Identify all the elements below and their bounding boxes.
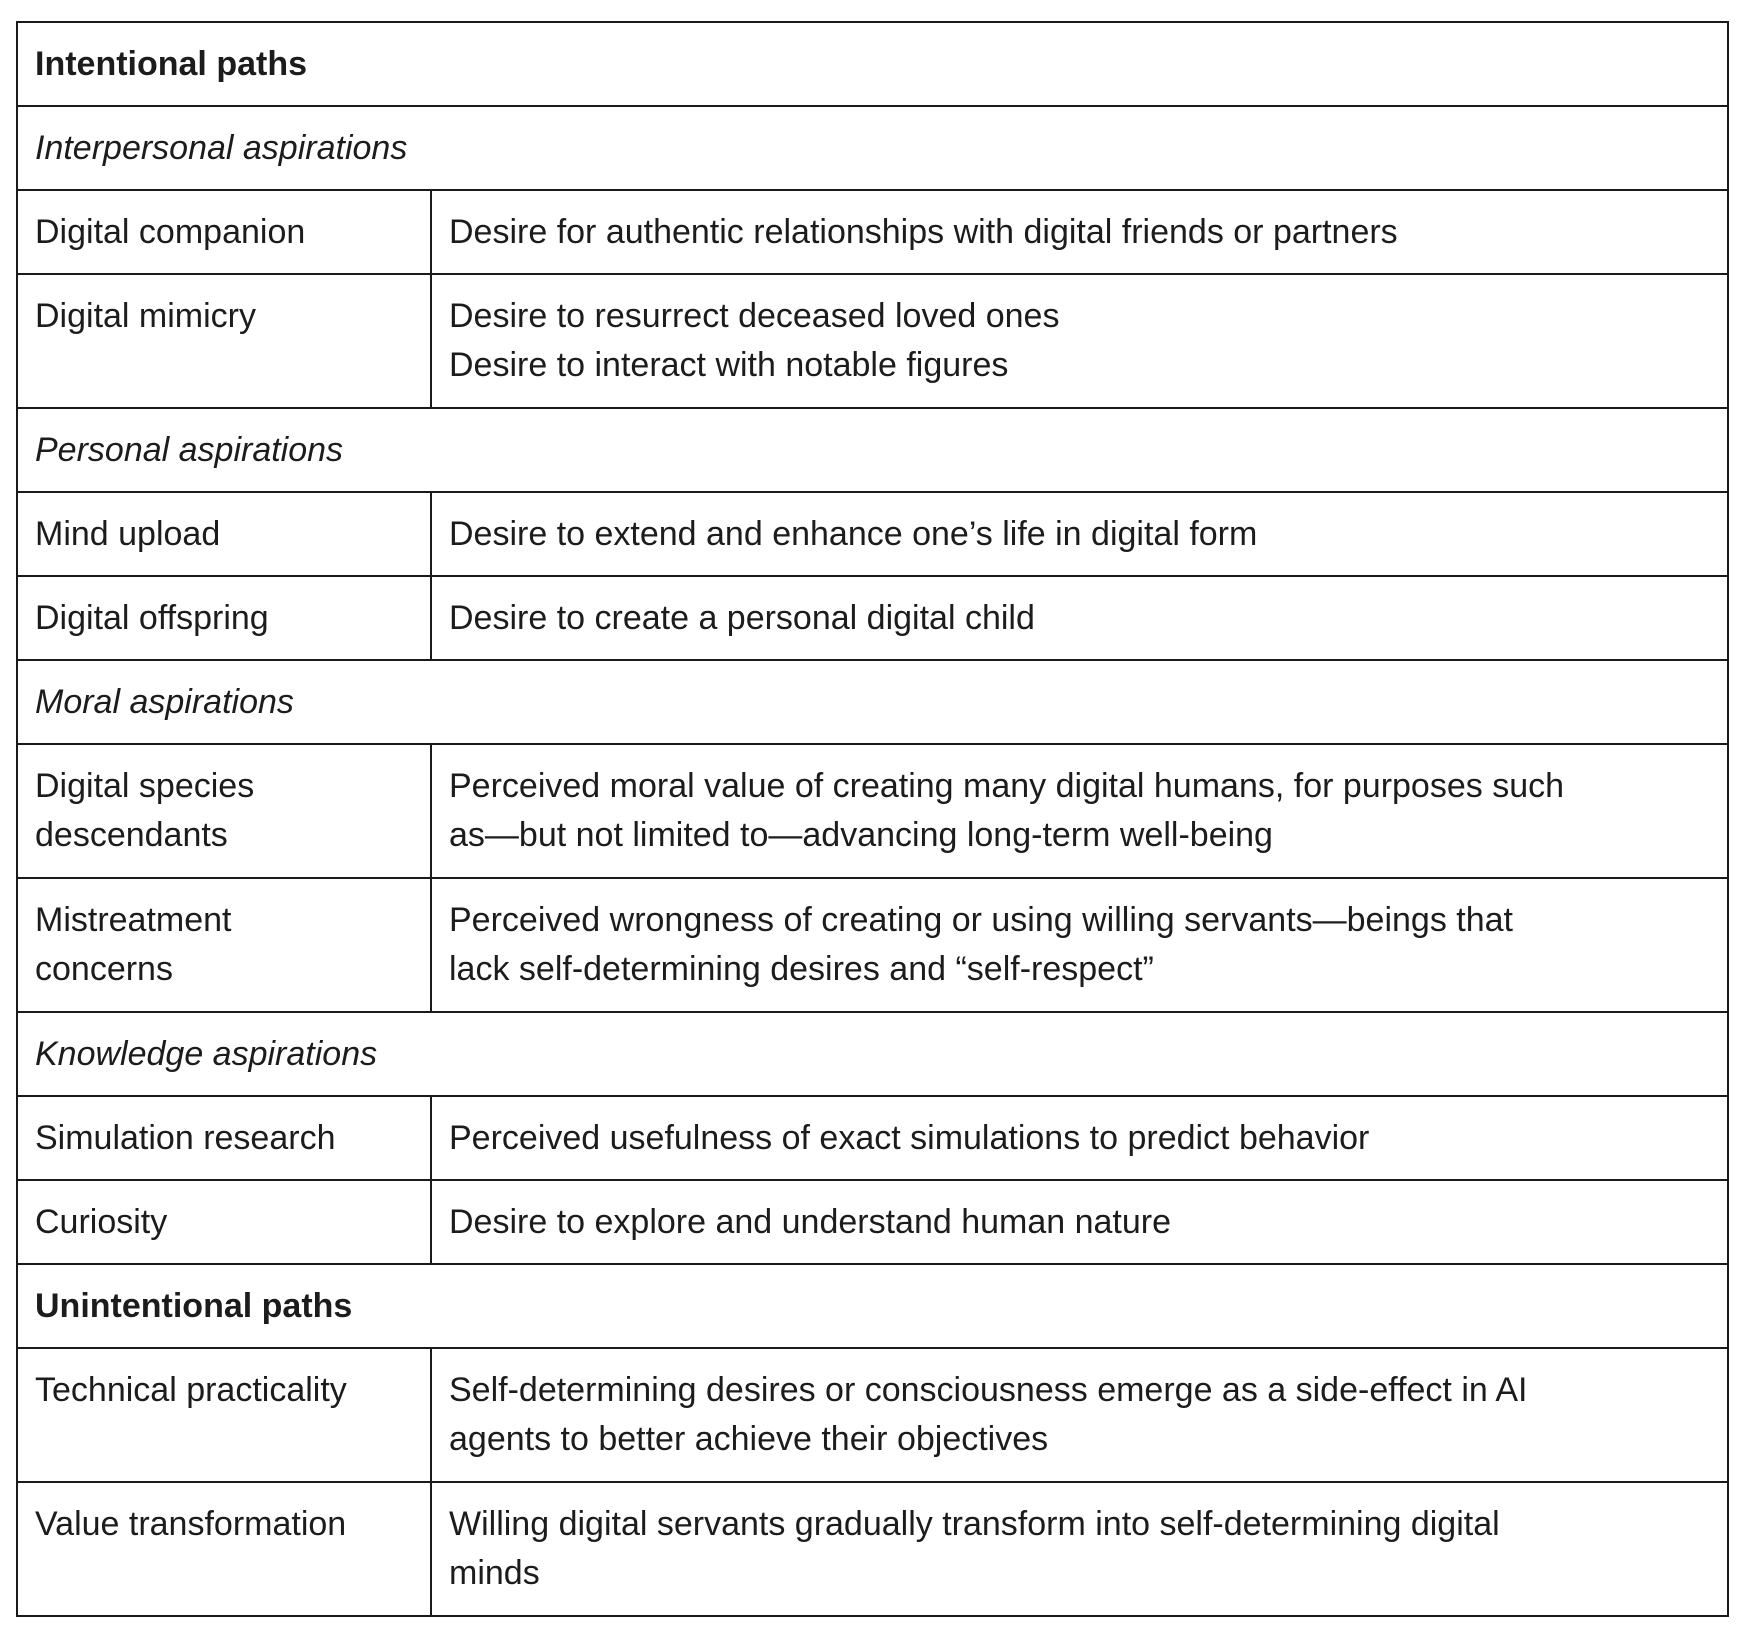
category-header-row xyxy=(17,106,1728,190)
description-line: Perceived usefulness of exact simulations to predict behavior xyxy=(449,1119,1370,1157)
description-line: Desire to resurrect deceased loved ones xyxy=(449,297,1060,335)
row-label: Digital offspring xyxy=(17,576,431,660)
description-line: Desire to create a personal digital child xyxy=(449,599,1035,637)
description-line: Willing digital servants gradually transform into self-determining digital xyxy=(449,1505,1500,1543)
row-description xyxy=(431,878,1728,1012)
personal-aspirations-header: Personal aspirations xyxy=(17,408,1728,492)
description-line: minds xyxy=(449,1554,540,1592)
table-row xyxy=(17,576,1728,660)
description-line: Desire to extend and enhance one’s life in digital form xyxy=(449,515,1258,553)
row-description xyxy=(431,1348,1728,1482)
row-description xyxy=(431,1180,1728,1264)
table-row xyxy=(17,878,1728,1012)
row-description xyxy=(431,576,1728,660)
row-description xyxy=(431,190,1728,274)
intentional-paths-header: Intentional paths xyxy=(17,22,1728,106)
description-line: agents to better achieve their objectives xyxy=(449,1420,1049,1458)
description-line: as—but not limited to—advancing long-term well-being xyxy=(449,816,1273,854)
section-header-row xyxy=(17,1264,1728,1348)
row-description xyxy=(431,1482,1728,1616)
label-line: descendants xyxy=(35,816,228,854)
description-line: Self-determining desires or consciousness emerge as a side-effect in AI xyxy=(449,1371,1528,1409)
paths-table xyxy=(16,21,1729,1617)
table-row xyxy=(17,1482,1728,1616)
description-line: Desire to explore and understand human nature xyxy=(449,1203,1172,1241)
description-line: Perceived moral value of creating many digital humans, for purposes such xyxy=(449,767,1565,805)
category-header-row xyxy=(17,660,1728,744)
section-header-row xyxy=(17,22,1728,106)
label-line: Digital species xyxy=(35,767,255,805)
interpersonal-aspirations-header: Interpersonal aspirations xyxy=(17,106,1728,190)
row-label: Mind upload xyxy=(17,492,431,576)
description-line: lack self-determining desires and “self-respect” xyxy=(449,950,1154,988)
row-description xyxy=(431,1096,1728,1180)
label-line: Mistreatment xyxy=(35,901,232,939)
row-label: Value transformation xyxy=(17,1482,431,1616)
table-row xyxy=(17,1348,1728,1482)
table-row xyxy=(17,744,1728,878)
moral-aspirations-header: Moral aspirations xyxy=(17,660,1728,744)
table-row xyxy=(17,1180,1728,1264)
row-label: Digital companion xyxy=(17,190,431,274)
row-label: Technical practicality xyxy=(17,1348,431,1482)
table-row xyxy=(17,1096,1728,1180)
description-line: Desire to interact with notable figures xyxy=(449,346,1009,384)
unintentional-paths-header: Unintentional paths xyxy=(17,1264,1728,1348)
row-description xyxy=(431,744,1728,878)
row-description xyxy=(431,492,1728,576)
table-row xyxy=(17,492,1728,576)
table-row xyxy=(17,274,1728,408)
description-line: Desire for authentic relationships with digital friends or partners xyxy=(449,213,1398,251)
table-row xyxy=(17,190,1728,274)
row-label: Digital mimicry xyxy=(17,274,431,408)
description-line: Perceived wrongness of creating or using willing servants—beings that xyxy=(449,901,1513,939)
row-label xyxy=(17,744,431,878)
row-label xyxy=(17,878,431,1012)
row-description xyxy=(431,274,1728,408)
row-label: Simulation research xyxy=(17,1096,431,1180)
category-header-row xyxy=(17,408,1728,492)
row-label: Curiosity xyxy=(17,1180,431,1264)
label-line: concerns xyxy=(35,950,173,988)
category-header-row xyxy=(17,1012,1728,1096)
knowledge-aspirations-header: Knowledge aspirations xyxy=(17,1012,1728,1096)
